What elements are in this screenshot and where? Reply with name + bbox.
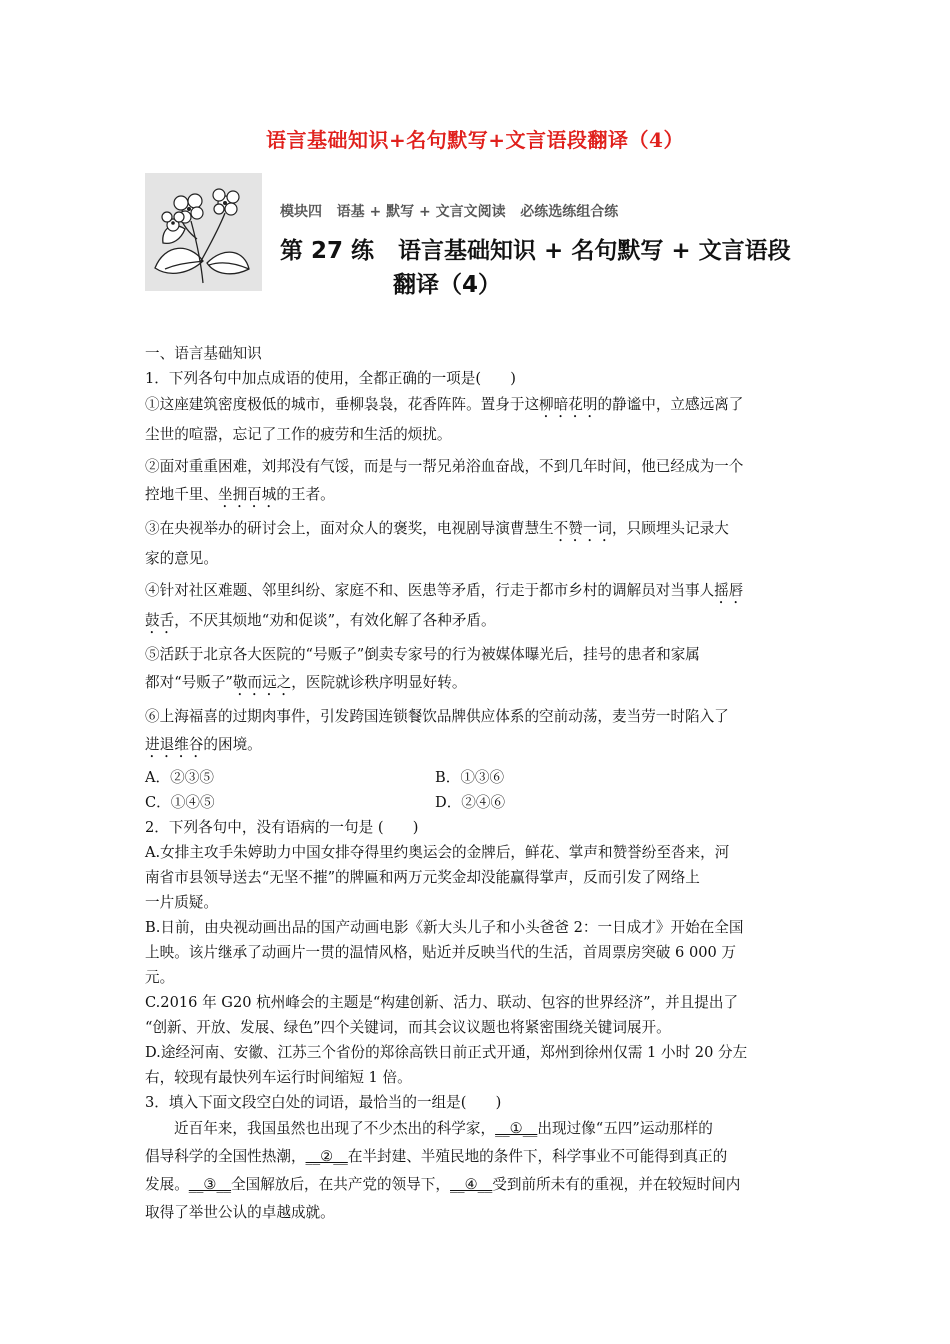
q1-sentence-5: ⑤活跃于北京各大医院的“号贩子”倒卖专家号的行为被媒体曝光后，挂号的患者和家属 — [145, 646, 700, 663]
q1-option-c[interactable]: C．①④⑤ — [145, 794, 215, 811]
q1-sentence-1: ①这座建筑密度极低的城市，垂柳袅袅，花香阵阵。置身于这柳暗花明的静谧中，立感远离了 — [145, 396, 744, 413]
q3-passage-line: 发展。__③__全国解放后，在共产党的领导下，__④__受到前所未有的重视，并在较短时间内 — [145, 1171, 807, 1199]
q1-option-d[interactable]: D．②④⑥ — [435, 794, 506, 811]
emphasized-idiom: 柳暗花明 — [539, 396, 598, 413]
lesson-title-line2: 翻译（4） — [393, 272, 502, 298]
q1-sentence-1-cont: 尘世的喧嚣，忘记了工作的疲劳和生活的烦扰。 — [145, 426, 452, 443]
emphasized-idiom: 不赞一词 — [553, 520, 613, 537]
q2-option-b-line[interactable]: B.日前，由央视动画出品的国产动画电影《新大头儿子和小头爸爸 2：一日成才》开始在全国 — [145, 919, 744, 936]
q3-stem: 3．填入下面文段空白处的词语，最恰当的一组是( ) — [145, 1094, 502, 1111]
q2-option-c-line[interactable]: C.2016 年 G20 杭州峰会的主题是“构建创新、活力、联动、包容的世界经济”，并且提出了 — [145, 994, 739, 1011]
emphasized-idiom: 进退维谷 — [145, 736, 204, 753]
q3-passage-line: 取得了举世公认的卓越成就。 — [145, 1204, 335, 1221]
q1-options-row-2 — [145, 790, 807, 815]
q2-option-d-line[interactable]: D.途经河南、安徽、江苏三个省份的郑徐高铁日前正式开通，郑州到徐州仅需 1 小时 20 分左 — [145, 1044, 748, 1061]
blank-2[interactable]: __②__ — [305, 1148, 348, 1165]
q1-sentence-2-cont: 控地千里、坐拥百城的王者。 — [145, 486, 335, 503]
flower-icon — [145, 173, 262, 291]
blank-4[interactable]: __④__ — [450, 1176, 493, 1193]
q1-option-a[interactable]: A．②③⑤ — [145, 769, 214, 786]
page-title: 语言基础知识+名句默写+文言语段翻译（4） — [266, 128, 684, 152]
q1-option-b[interactable]: B．①③⑥ — [435, 769, 505, 786]
q1-sentence-3: ③在央视举办的研讨会上，面对众人的褒奖，电视剧导演曹慧生不赞一词，只顾埋头记录大 — [145, 520, 729, 537]
q2-stem: 2．下列各句中，没有语病的一句是 ( ) — [145, 819, 419, 836]
q1-sentence-5-cont: 都对“号贩子”敬而远之，医院就诊秩序明显好转。 — [145, 674, 467, 691]
q1-sentence-3-cont: 家的意见。 — [145, 550, 218, 567]
q1-sentence-2: ②面对重重困难，刘邦没有气馁，而是与一帮兄弟浴血奋战，不到几年时间，他已经成为一个 — [145, 458, 744, 475]
flower-illustration — [145, 173, 262, 291]
q1-sentence-6: ⑥上海福喜的过期肉事件，引发跨国连锁餐饮品牌供应体系的空前动荡，麦当劳一时陷入了 — [145, 708, 729, 725]
q1-sentence-4: ④针对社区难题、邻里纠纷、家庭不和、医患等矛盾，行走于都市乡村的调解员对当事人摇唇 — [145, 582, 744, 599]
q1-stem: 1．下列各句中加点成语的使用，全都正确的一项是( ) — [145, 370, 516, 387]
q1-sentence-4-cont: 鼓舌，不厌其烦地“劝和促谈”，有效化解了各种矛盾。 — [145, 612, 496, 629]
emphasized-idiom: 鼓舌 — [145, 612, 175, 629]
blank-3[interactable]: __③__ — [188, 1176, 232, 1193]
q2-option-c-line: “创新、开放、发展、绿色”四个关键词，而其会议议题也将紧密围绕关键词展开。 — [145, 1019, 671, 1036]
q3-passage-line: 近百年来，我国虽然也出现了不少杰出的科学家，__①__出现过像“五四”运动那样的 — [145, 1115, 807, 1143]
q2-option-a-line: 南省市县领导送去“无坚不摧”的牌匾和两万元奖金却没能赢得掌声，反而引发了网络上 — [145, 869, 700, 886]
emphasized-idiom: 坐拥百城 — [217, 486, 277, 503]
blank-1[interactable]: __①__ — [495, 1120, 538, 1137]
q2-option-b-line: 上映。该片继承了动画片一贯的温情风格，贴近并反映当代的生活，首周票房突破 6 000 万 — [145, 944, 737, 961]
q1-options-row-1 — [145, 765, 807, 790]
exercise-content — [145, 341, 807, 1227]
q3-passage-line: 倡导科学的全国性热潮，__②__在半封建、半殖民地的条件下，科学事业不可能得到真正的 — [145, 1143, 807, 1171]
q1-sentence-6-cont: 进退维谷的困境。 — [145, 736, 262, 753]
q2-option-b-line: 元。 — [145, 969, 175, 986]
section-heading: 一、语言基础知识 — [145, 345, 262, 362]
q2-option-a-line: 一片质疑。 — [145, 894, 218, 911]
lesson-title-line1: 第 27 练 语言基础知识 + 名句默写 + 文言语段 — [280, 238, 791, 264]
emphasized-idiom: 摇唇 — [714, 582, 744, 599]
emphasized-idiom: 敬而远之 — [232, 674, 292, 691]
q2-option-a-line[interactable]: A.女排主攻手朱婷助力中国女排夺得里约奥运会的金牌后，鲜花、掌声和赞誉纷至沓来，河 — [145, 844, 730, 861]
q2-option-d-line: 右，较现有最快列车运行时间缩短 1 倍。 — [145, 1069, 412, 1086]
module-line: 模块四 语基 + 默写 + 文言文阅读 必练选练组合练 — [280, 204, 619, 220]
